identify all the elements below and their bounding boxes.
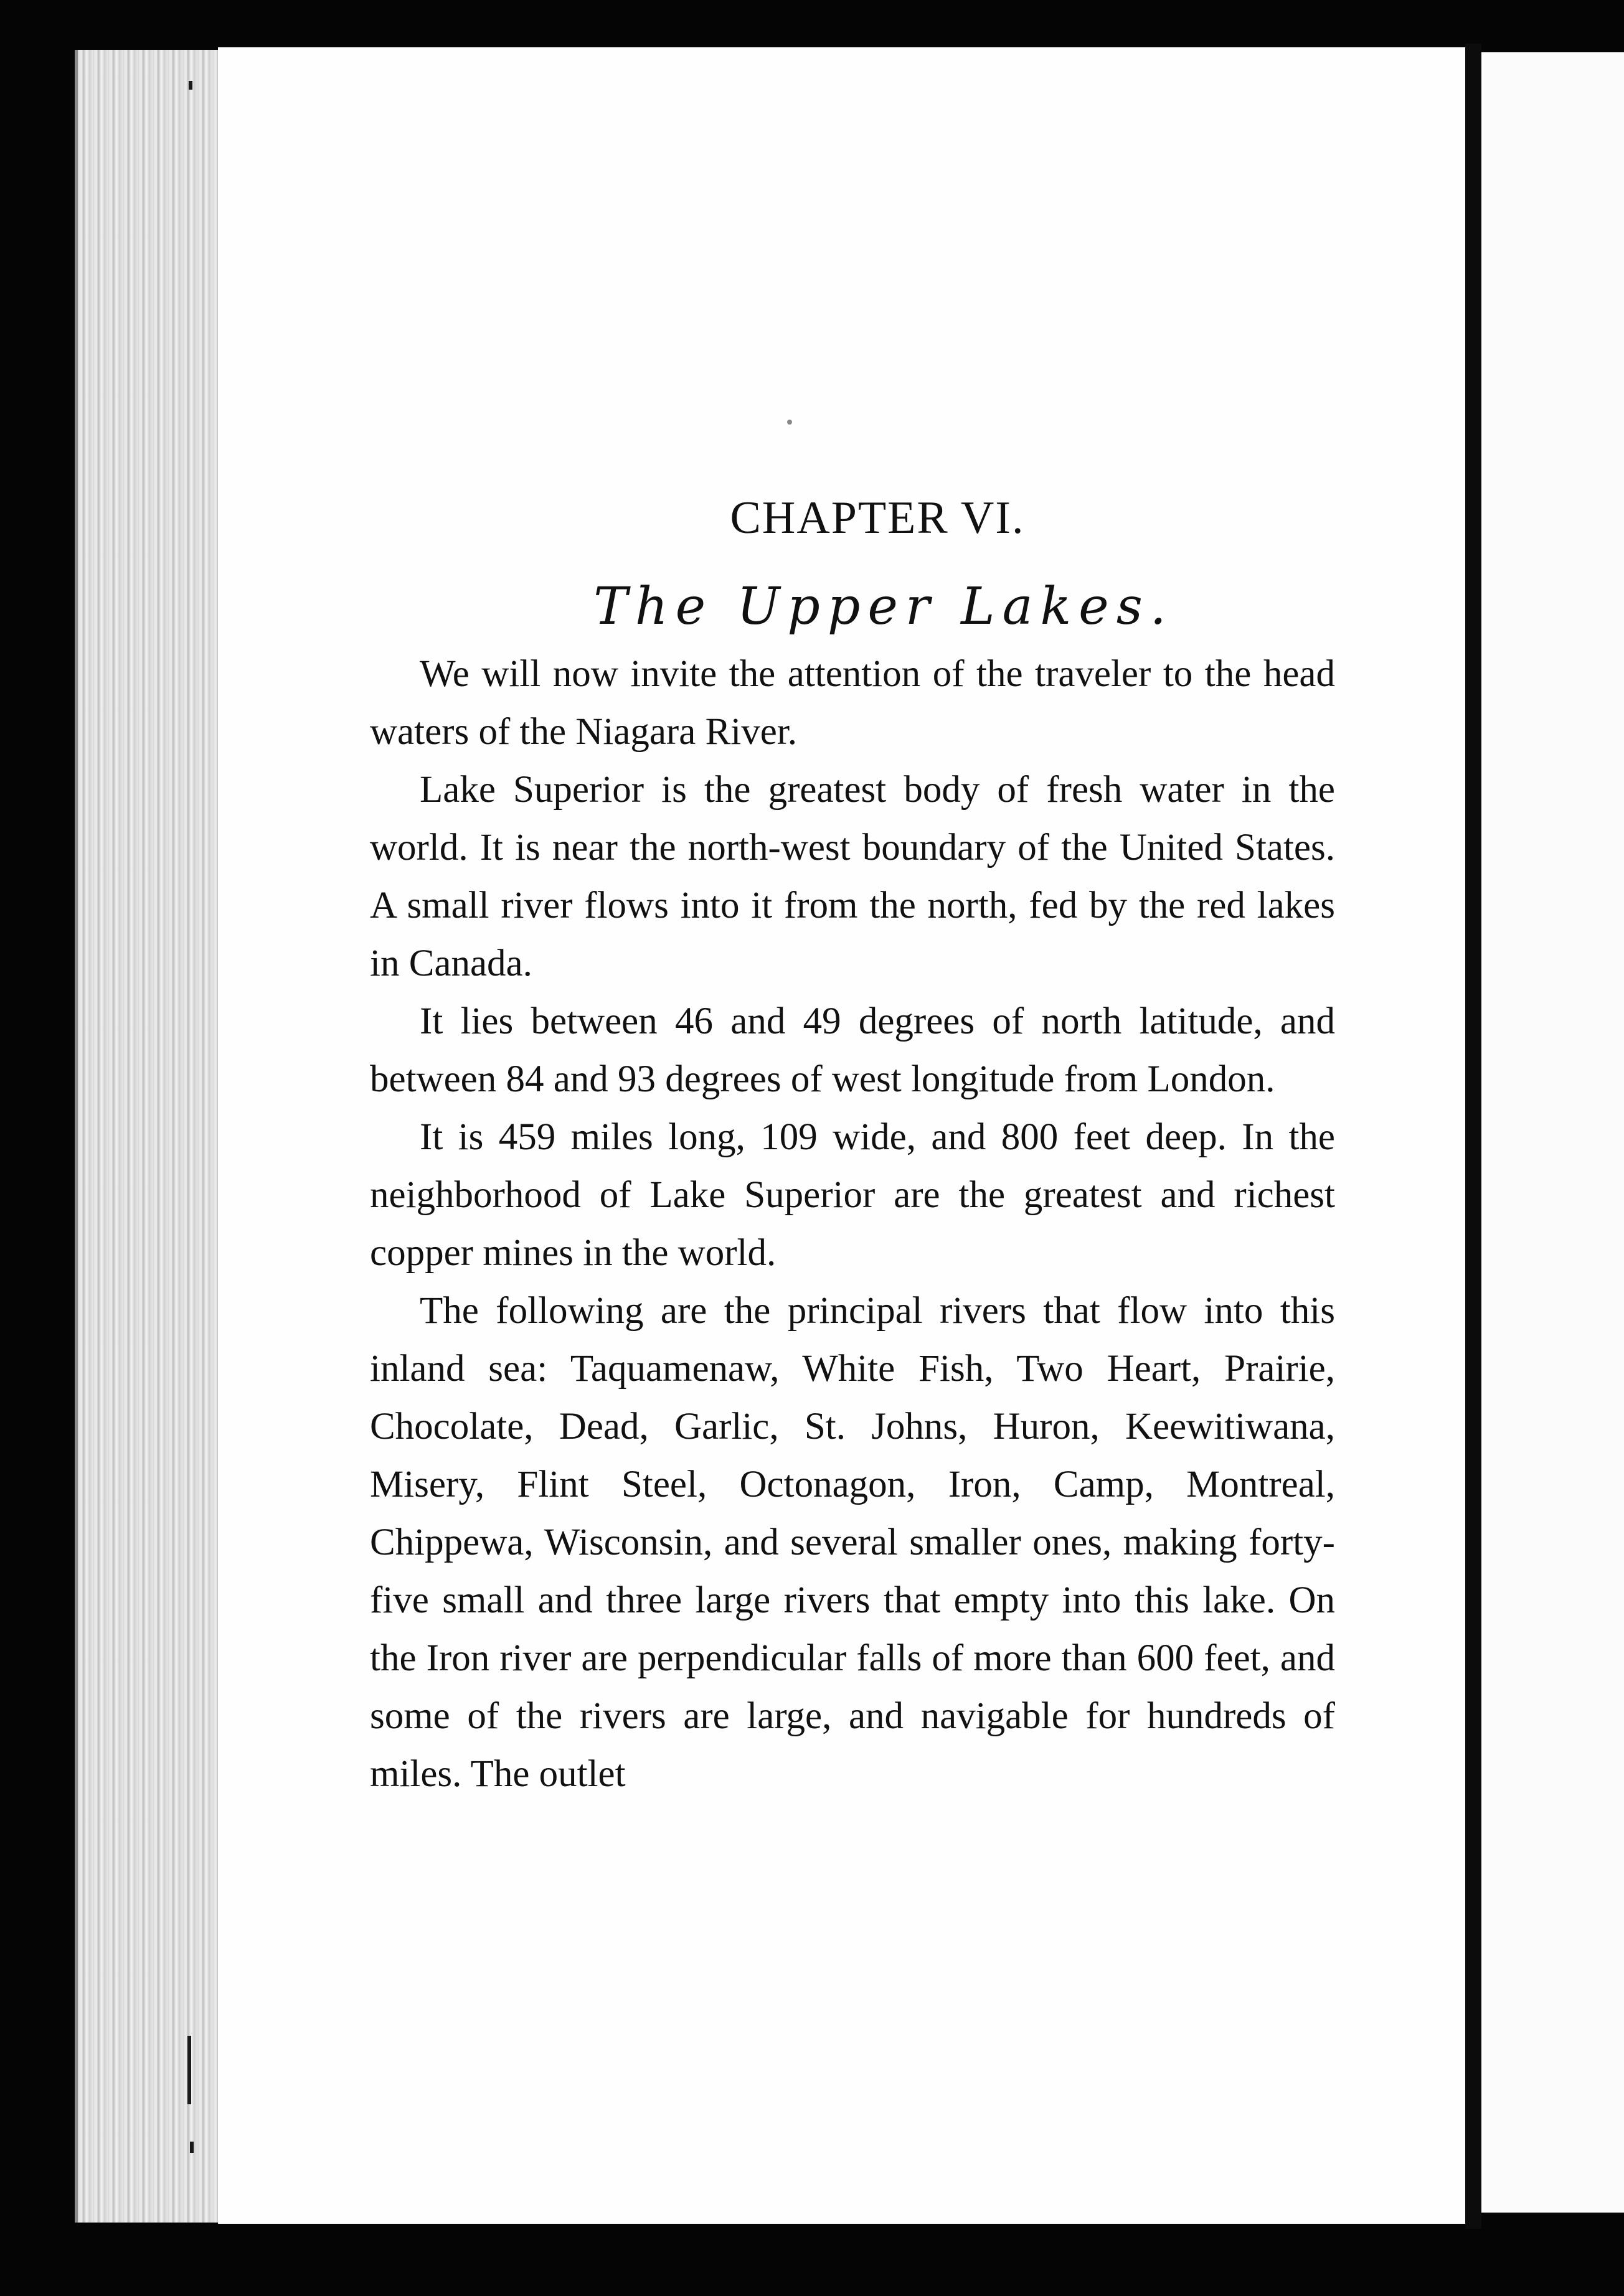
paper-speck — [787, 420, 792, 425]
chapter-title: CHAPTER VI. — [730, 492, 1025, 543]
section-title: The Upper Lakes. — [593, 577, 1174, 636]
facing-page-edge — [1481, 52, 1624, 2213]
paragraph: It is 459 miles long, 109 wide, and 800 feet deep. In the neighborhood of Lake Superior are the greatest and richest copper mines in the world. — [370, 1116, 1335, 1274]
page-gutter — [1465, 44, 1481, 2229]
edge-mark — [189, 81, 192, 90]
paragraph: The following are the principal rivers that flow into this inland sea: Taquamenaw, White Fish, Two Heart, Prairie, Chocolate, Dead, Garlic, St. Johns, Huron, Keewitiwana, Misery, Flint Steel, Octonagon, Iron, Camp, Montreal, Chippewa, Wisconsin, and several smaller ones, making forty-five small and three large rivers that empty into this lake. On the Iron river are perpendicular falls of more than 600 feet, and some of the rivers are large, and navigable for hundreds of miles. The outlet — [370, 1290, 1335, 1795]
page-edges — [75, 50, 224, 2223]
page-text — [370, 492, 1335, 1803]
paragraph: Lake Superior is the greatest body of fresh water in the world. It is near the north-west boundary of the United States. A small river flows into it from the north, fed by the red lakes in Canada. — [370, 769, 1335, 984]
edge-mark — [187, 2036, 191, 2104]
paragraph: It lies between 46 and 49 degrees of north latitude, and between 84 and 93 degrees of west longitude from London. — [370, 1000, 1335, 1100]
edge-mark — [190, 2142, 194, 2153]
paragraph: We will now invite the attention of the traveler to the head waters of the Niagara River. — [370, 653, 1335, 753]
